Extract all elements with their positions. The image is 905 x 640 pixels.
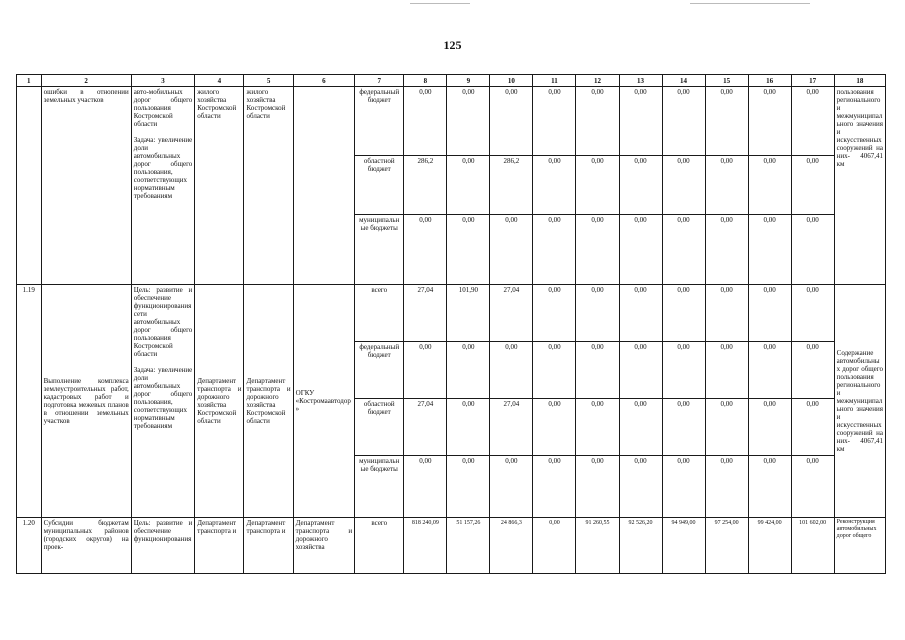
funding-source-cell: всего	[355, 518, 404, 574]
funding-source-cell: всего	[355, 285, 404, 342]
value-cell: 286,2	[404, 156, 447, 215]
value-cell: 0,00	[447, 342, 490, 399]
measure-name-cell: Субсидии бюджетам муниципальных районов (городских округов) на проек-	[41, 518, 131, 574]
scan-mark	[690, 3, 810, 4]
funding-source-cell: областной бюджет	[355, 156, 404, 215]
header-cell: 4	[195, 75, 244, 87]
page-number: 125	[443, 38, 462, 52]
value-cell: 0,00	[490, 456, 533, 518]
goal-cell: Цель: развитие и обеспечение функционирования	[131, 518, 195, 574]
participant-cell	[293, 87, 354, 285]
value-cell: 0,00	[748, 285, 791, 342]
value-cell: 0,00	[662, 456, 705, 518]
row-number-cell: 1.20	[17, 518, 42, 574]
value-cell: 0,00	[791, 215, 834, 285]
value-cell: 0,00	[533, 518, 576, 574]
value-cell: 0,00	[576, 156, 619, 215]
co-executor-cell: Департамент транспорта и дорожного хозяйства Костромской области	[244, 285, 293, 518]
header-cell: 3	[131, 75, 195, 87]
result-cell: пользования регионального и межмуниципального значения и искусственных сооружений на них- 4067,41 км	[834, 87, 885, 285]
value-cell: 0,00	[404, 215, 447, 285]
value-cell: 0,00	[619, 456, 662, 518]
value-cell: 0,00	[705, 156, 748, 215]
funding-source-cell: федеральный бюджет	[355, 87, 404, 156]
value-cell: 101 602,00	[791, 518, 834, 574]
value-cell: 0,00	[705, 285, 748, 342]
scan-mark	[410, 3, 470, 4]
value-cell: 51 157,26	[447, 518, 490, 574]
value-cell: 0,00	[705, 456, 748, 518]
funding-source-cell: федеральный бюджет	[355, 342, 404, 399]
value-cell: 0,00	[791, 87, 834, 156]
task-text: Задача: увеличение доли автомобильных дорог общего пользования, соответствующих нормативным требованиям	[133, 136, 193, 200]
value-cell: 0,00	[576, 285, 619, 342]
value-cell: 27,04	[490, 399, 533, 456]
table-row	[17, 518, 886, 574]
value-cell: 0,00	[705, 87, 748, 156]
goal-text: авто-мобильных дорог общего пользования Костромской области	[133, 88, 193, 128]
goal-cell	[131, 285, 195, 518]
row-number-cell: 1.19	[17, 285, 42, 518]
value-cell: 0,00	[619, 156, 662, 215]
table-row	[17, 285, 886, 342]
value-cell: 0,00	[662, 87, 705, 156]
value-cell: 0,00	[533, 87, 576, 156]
value-cell: 0,00	[748, 87, 791, 156]
row-number-cell	[17, 87, 42, 285]
value-cell: 0,00	[619, 342, 662, 399]
value-cell: 0,00	[576, 456, 619, 518]
value-cell: 0,00	[533, 285, 576, 342]
value-cell: 0,00	[490, 215, 533, 285]
value-cell: 91 260,55	[576, 518, 619, 574]
value-cell: 818 240,09	[404, 518, 447, 574]
header-cell: 2	[41, 75, 131, 87]
value-cell: 0,00	[705, 342, 748, 399]
header-cell: 14	[662, 75, 705, 87]
executor-cell: жилого хозяйства Костромской области	[195, 87, 244, 285]
value-cell: 0,00	[705, 215, 748, 285]
header-cell: 11	[533, 75, 576, 87]
value-cell: 0,00	[533, 156, 576, 215]
measure-name-cell: ошибки в отнопении земельных участков	[41, 87, 131, 285]
program-table	[16, 74, 886, 574]
header-cell: 9	[447, 75, 490, 87]
value-cell: 0,00	[533, 215, 576, 285]
value-cell: 0,00	[533, 342, 576, 399]
measure-name-cell: Выполнение комплекса землеустроительных работ, кадастровых работ и подготовка межевых планов в отношении земельных участков	[41, 285, 131, 518]
value-cell: 27,04	[404, 285, 447, 342]
executor-cell: Департамент транспорта и	[195, 518, 244, 574]
value-cell: 0,00	[447, 215, 490, 285]
value-cell: 0,00	[619, 87, 662, 156]
value-cell: 0,00	[576, 342, 619, 399]
value-cell: 0,00	[791, 456, 834, 518]
header-cell: 12	[576, 75, 619, 87]
value-cell: 0,00	[576, 87, 619, 156]
value-cell: 0,00	[533, 456, 576, 518]
header-cell: 5	[244, 75, 293, 87]
value-cell: 0,00	[490, 342, 533, 399]
value-cell: 0,00	[404, 87, 447, 156]
value-cell: 24 866,3	[490, 518, 533, 574]
value-cell: 0,00	[447, 399, 490, 456]
funding-source-cell: областной бюджет	[355, 399, 404, 456]
table-row	[17, 87, 886, 156]
value-cell: 0,00	[662, 156, 705, 215]
goal-text: Цель: развитие и обеспечение функционирования сети автомобильных дорог общего пользования Костромской области	[133, 286, 193, 358]
value-cell: 0,00	[662, 342, 705, 399]
value-cell: 27,04	[404, 399, 447, 456]
value-cell: 0,00	[791, 285, 834, 342]
value-cell: 27,04	[490, 285, 533, 342]
value-cell: 101,90	[447, 285, 490, 342]
value-cell: 286,2	[490, 156, 533, 215]
result-cell: Содержание автомобильных дорог общего пользования регионального и межмуниципального значения и искусственных сооружений на них- 4067,41 км	[834, 285, 885, 518]
co-executor-cell: Департамент транспорта и	[244, 518, 293, 574]
funding-source-cell: муниципальные бюджеты	[355, 456, 404, 518]
co-executor-cell: жилого хозяйства Костромской области	[244, 87, 293, 285]
value-cell: 0,00	[748, 215, 791, 285]
header-cell: 15	[705, 75, 748, 87]
value-cell: 92 526,20	[619, 518, 662, 574]
header-cell: 13	[619, 75, 662, 87]
header-cell: 1	[17, 75, 42, 87]
header-cell: 8	[404, 75, 447, 87]
value-cell: 0,00	[447, 156, 490, 215]
executor-cell: Департамент транспорта и дорожного хозяйства Костромской области	[195, 285, 244, 518]
value-cell: 0,00	[662, 285, 705, 342]
value-cell: 0,00	[404, 342, 447, 399]
header-cell: 6	[293, 75, 354, 87]
participant-cell: ОГКУ «Костромаавтодор»	[293, 285, 354, 518]
value-cell: 97 254,00	[705, 518, 748, 574]
goal-cell	[131, 87, 195, 285]
value-cell: 0,00	[533, 399, 576, 456]
header-cell: 18	[834, 75, 885, 87]
participant-cell: Департамент транспорта и дорожного хозяйства	[293, 518, 354, 574]
header-cell: 16	[748, 75, 791, 87]
value-cell: 0,00	[791, 342, 834, 399]
value-cell: 0,00	[791, 399, 834, 456]
value-cell: 0,00	[662, 399, 705, 456]
header-cell: 17	[791, 75, 834, 87]
task-text: Задача: увеличение доли автомобильных дорог общего пользования, соответствующих нормативным требованиям	[133, 366, 193, 430]
value-cell: 94 949,00	[662, 518, 705, 574]
value-cell: 0,00	[748, 156, 791, 215]
value-cell: 0,00	[490, 87, 533, 156]
value-cell: 0,00	[619, 215, 662, 285]
value-cell: 0,00	[404, 456, 447, 518]
value-cell: 0,00	[748, 399, 791, 456]
value-cell: 0,00	[662, 215, 705, 285]
value-cell: 0,00	[576, 399, 619, 456]
header-row	[17, 75, 886, 87]
value-cell: 0,00	[619, 399, 662, 456]
value-cell: 0,00	[447, 456, 490, 518]
value-cell: 99 424,00	[748, 518, 791, 574]
value-cell: 0,00	[748, 342, 791, 399]
funding-source-cell: муниципальные бюджеты	[355, 215, 404, 285]
header-cell: 7	[355, 75, 404, 87]
value-cell: 0,00	[705, 399, 748, 456]
header-cell: 10	[490, 75, 533, 87]
value-cell: 0,00	[791, 156, 834, 215]
value-cell: 0,00	[619, 285, 662, 342]
value-cell: 0,00	[447, 87, 490, 156]
value-cell: 0,00	[748, 456, 791, 518]
result-cell: Реконструкция автомобильных дорог общего	[834, 518, 885, 574]
value-cell: 0,00	[576, 215, 619, 285]
